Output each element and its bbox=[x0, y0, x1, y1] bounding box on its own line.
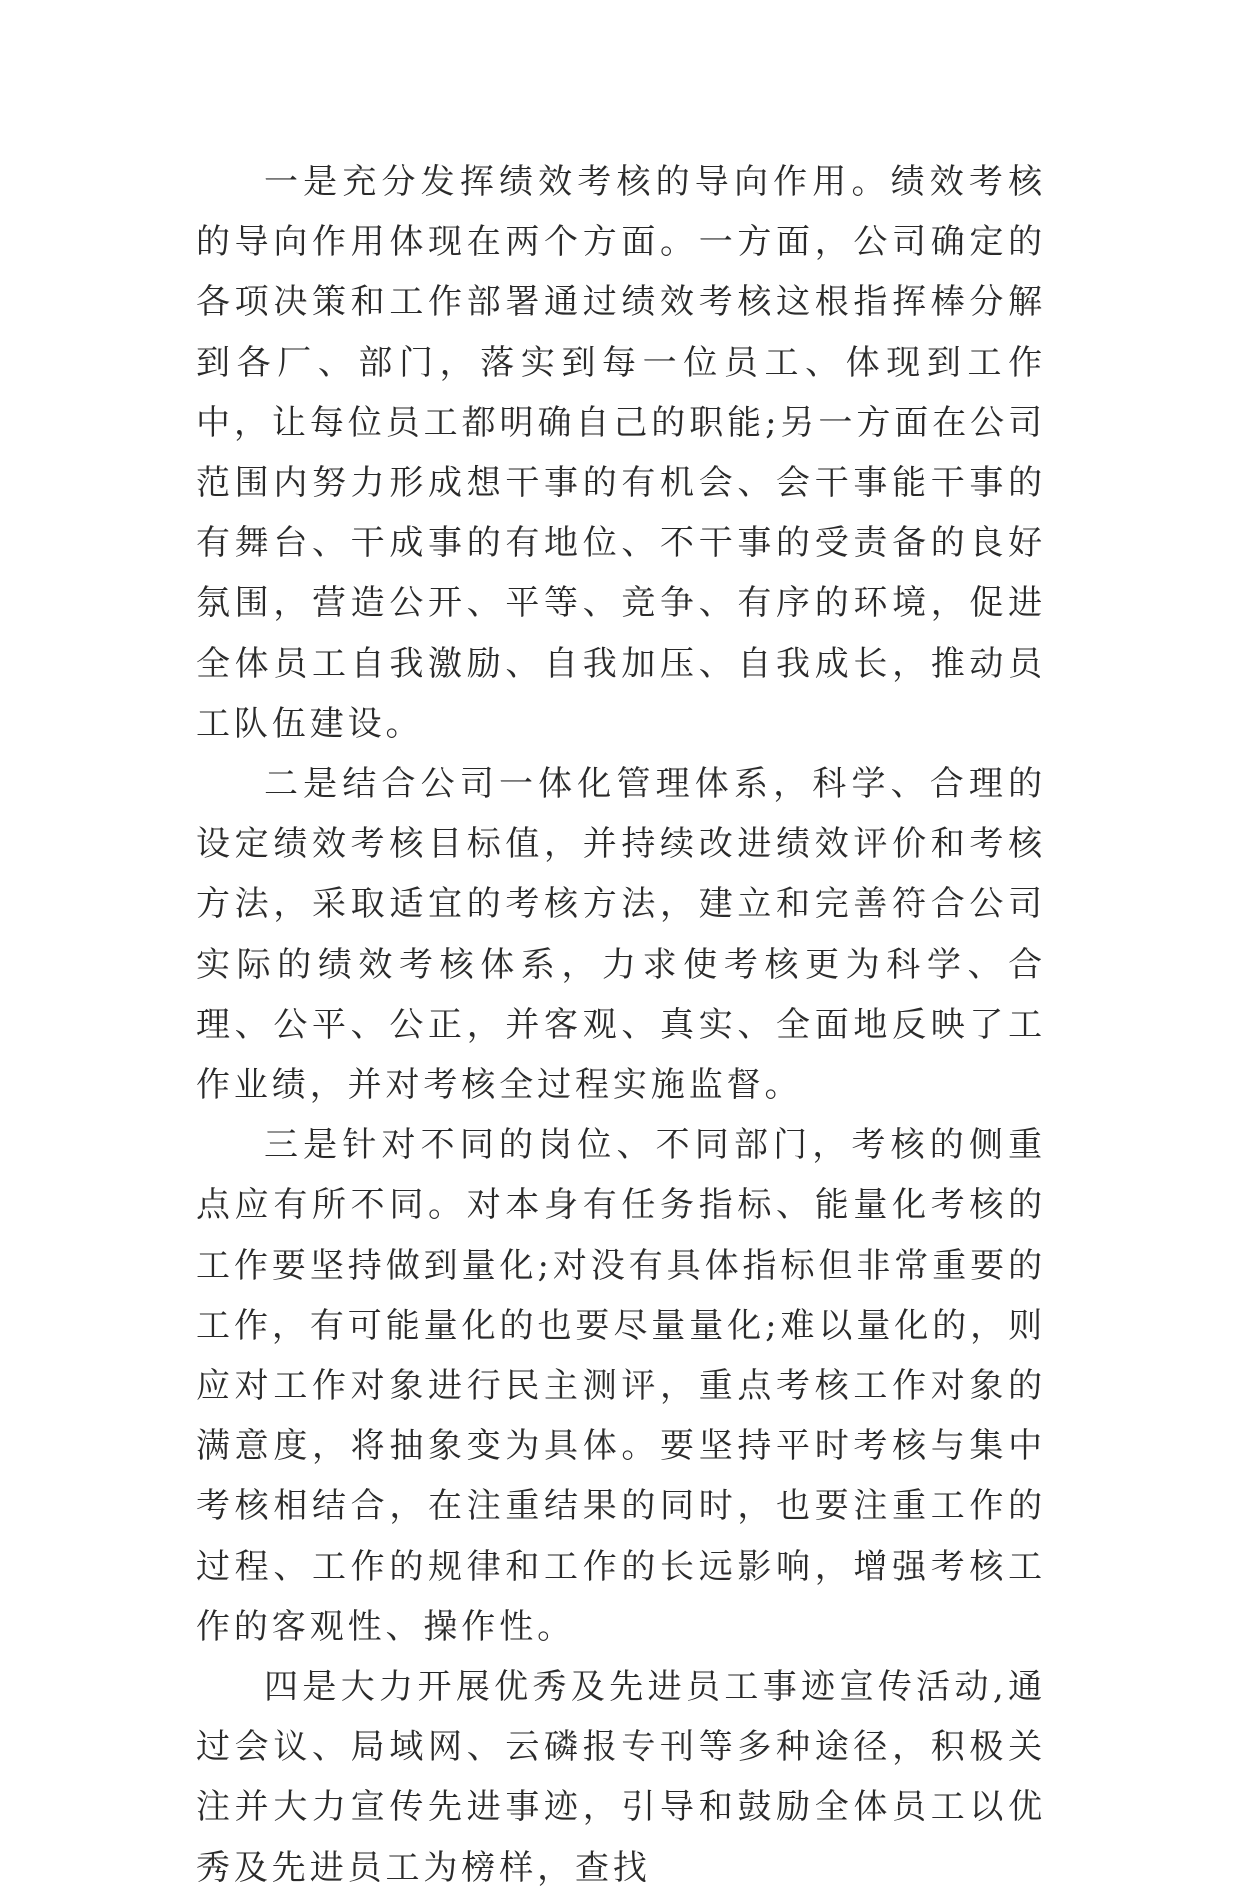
paragraph-3: 三是针对不同的岗位、不同部门，考核的侧重点应有所不同。对本身有任务指标、能量化考核的工作要坚持做到量化;对没有具体指标但非常重要的工作，有可能量化的也要尽量量化;难以量化的，则应对工作对象进行民主测评，重点考核工作对象的满意度，将抽象变为具体。要坚持平时考核与集中考核相结合，在注重结果的同时，也要注重工作的过程、工作的规律和工作的长远影响，增强考核工作的客观性、操作性。 bbox=[196, 1125, 1046, 1647]
document-body bbox=[196, 152, 1046, 1898]
paragraph-1: 一是充分发挥绩效考核的导向作用。绩效考核的导向作用体现在两个方面。一方面，公司确定的各项决策和工作部署通过绩效考核这根指挥棒分解到各厂、部门，落实到每一位员工、体现到工作中，让每位员工都明确自己的职能;另一方面在公司范围内努力形成想干事的有机会、会干事能干事的有舞台、干成事的有地位、不干事的受责备的良好氛围，营造公开、平等、竞争、有序的环境，促进全体员工自我激励、自我加压、自我成长，推动员工队伍建设。 bbox=[196, 162, 1046, 744]
paragraph-2: 二是结合公司一体化管理体系，科学、合理的设定绩效考核目标值，并持续改进绩效评价和考核方法，采取适宜的考核方法，建立和完善符合公司实际的绩效考核体系，力求使考核更为科学、合理、公平、公正，并客观、真实、全面地反映了工作业绩，并对考核全过程实施监督。 bbox=[196, 764, 1046, 1106]
paragraph-4: 四是大力开展优秀及先进员工事迹宣传活动,通过会议、局域网、云磷报专刊等多种途径，积极关注并大力宣传先进事迹，引导和鼓励全体员工以优秀及先进员工为榜样，查找 bbox=[196, 1667, 1046, 1888]
